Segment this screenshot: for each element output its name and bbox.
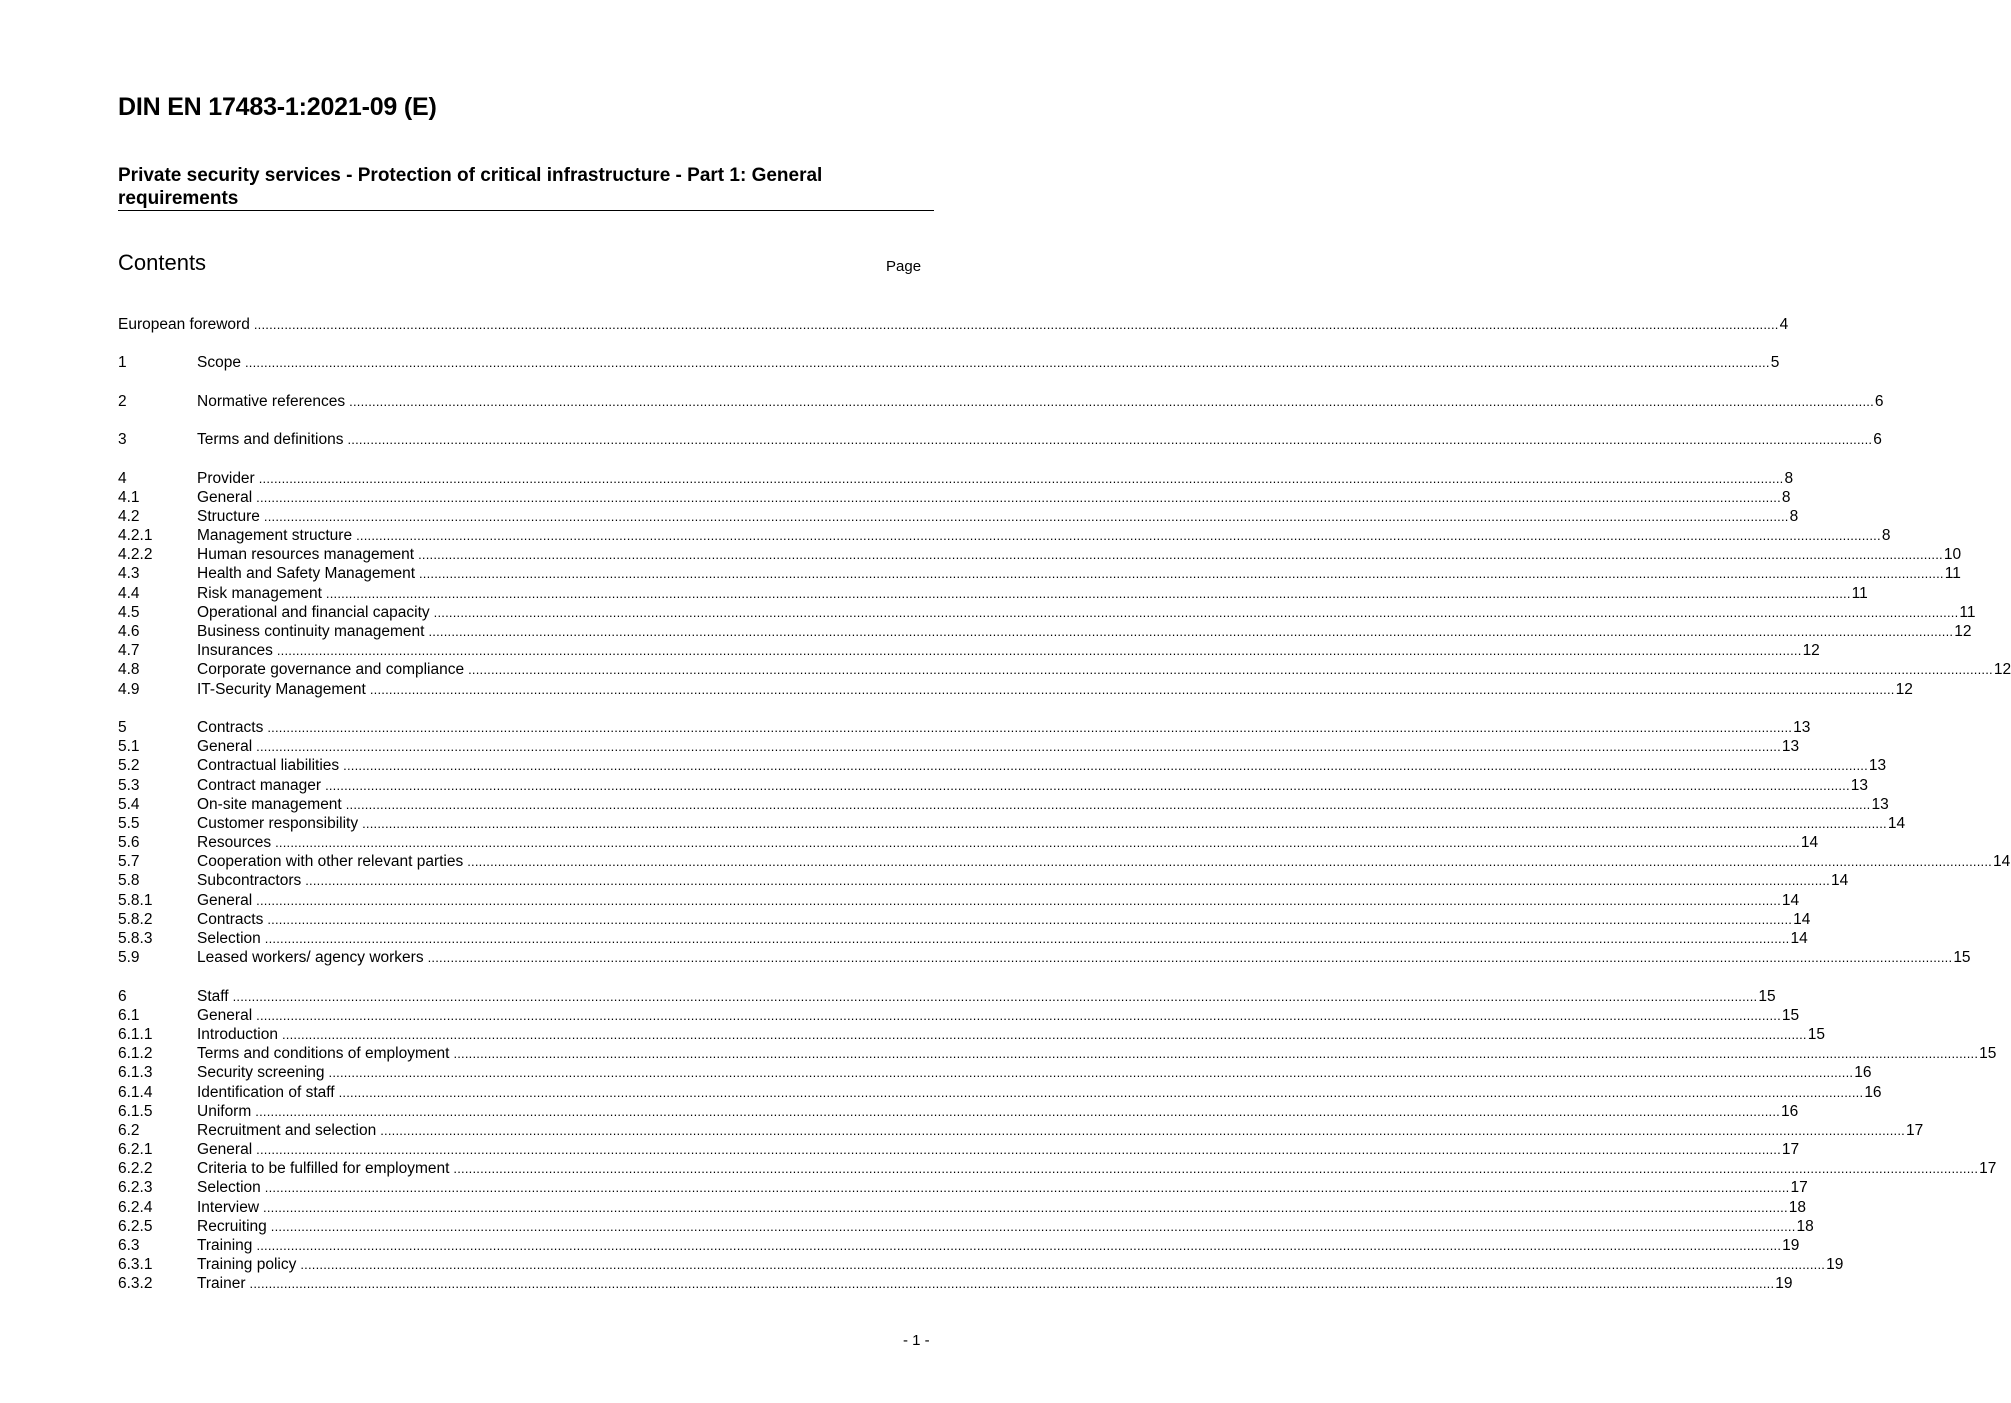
toc-entry-title: Terms and conditions of employment bbox=[197, 1045, 450, 1063]
toc-entry-number: 6.1.4 bbox=[118, 1083, 153, 1101]
toc-entry-title: General bbox=[197, 1141, 253, 1159]
toc-entry-page: 4 bbox=[1779, 316, 1789, 333]
toc-entry[interactable] bbox=[118, 1102, 1799, 1121]
toc-entry[interactable] bbox=[118, 315, 1789, 334]
toc-dot-leader: ................................................................................................................................................................................................................................................................................................................................................................................................................ bbox=[276, 643, 1802, 659]
toc-dot-leader: ................................................................................................................................................................................................................................................................................................................................................................................................................ bbox=[468, 662, 1993, 678]
toc-entry-number: 6.3 bbox=[118, 1237, 140, 1254]
toc-entry-title: Business continuity management bbox=[197, 623, 425, 640]
toc-dot-leader: ................................................................................................................................................................................................................................................................................................................................................................................................................ bbox=[325, 585, 1851, 601]
toc-entry-page: 17 bbox=[1979, 1160, 1997, 1178]
toc-entry-title: Selection bbox=[197, 1179, 261, 1197]
toc-entry-title: Staff bbox=[197, 987, 229, 1005]
toc-entry-page: 14 bbox=[1887, 814, 1906, 832]
toc-entry[interactable] bbox=[118, 1198, 1807, 1217]
toc-entry-title: Identification of staff bbox=[197, 1083, 335, 1101]
toc-entry-title: Insurances bbox=[197, 642, 273, 660]
toc-entry-title: Interview bbox=[197, 1198, 260, 1216]
toc-entry[interactable] bbox=[118, 987, 1776, 1006]
toc-dot-leader: ................................................................................................................................................................................................................................................................................................................................................................................................................ bbox=[263, 508, 1789, 524]
toc-entry-page: 16 bbox=[1854, 1064, 1872, 1082]
toc-entry-page: 14 bbox=[1800, 834, 1819, 852]
toc-dot-leader: ................................................................................................................................................................................................................................................................................................................................................................................................................ bbox=[349, 393, 1874, 409]
toc-entry-number: 2 bbox=[118, 392, 127, 410]
toc-entry-number: 1 bbox=[118, 354, 127, 372]
page-column-heading: Page bbox=[886, 258, 922, 275]
toc-entry-title: Provider bbox=[197, 469, 255, 487]
toc-entry-number: 4.7 bbox=[118, 642, 140, 660]
toc-entry-page: 12 bbox=[1802, 642, 1820, 660]
toc-entry-title: General bbox=[197, 891, 253, 909]
toc-entry-number: 5.9 bbox=[118, 949, 140, 967]
toc-dot-leader: ................................................................................................................................................................................................................................................................................................................................................................................................................ bbox=[263, 1199, 1788, 1215]
toc-entry-number: 6.1.5 bbox=[118, 1102, 153, 1120]
toc-entry-page: 14 bbox=[1781, 891, 1800, 909]
toc-entry-title: Training bbox=[197, 1237, 253, 1254]
toc-entry-title: Normative references bbox=[197, 392, 346, 410]
toc-entry-title: Training policy bbox=[197, 1256, 297, 1274]
toc-entry[interactable] bbox=[118, 564, 1961, 583]
toc-entry-page: 15 bbox=[1807, 1025, 1825, 1043]
toc-entry[interactable] bbox=[118, 795, 1889, 814]
toc-entry[interactable] bbox=[118, 660, 2011, 679]
toc-dot-leader: ................................................................................................................................................................................................................................................................................................................................................................................................................ bbox=[270, 1218, 1796, 1234]
toc-entry-page: 13 bbox=[1871, 795, 1889, 813]
toc-dot-leader: ................................................................................................................................................................................................................................................................................................................................................................................................................ bbox=[275, 835, 1800, 851]
toc-entry-title: IT-Security Management bbox=[197, 680, 366, 698]
toc-entry-number: 6.2.4 bbox=[118, 1198, 153, 1216]
toc-dot-leader: ................................................................................................................................................................................................................................................................................................................................................................................................................ bbox=[453, 1161, 1979, 1177]
toc-entry-page: 11 bbox=[1851, 584, 1868, 602]
toc-entry-title: Contracts bbox=[197, 718, 264, 736]
toc-entry[interactable] bbox=[118, 929, 1808, 948]
toc-entry-number: 6.2.3 bbox=[118, 1179, 153, 1197]
toc-entry[interactable] bbox=[118, 776, 1869, 795]
toc-dot-leader: ................................................................................................................................................................................................................................................................................................................................................................................................................ bbox=[467, 854, 1992, 870]
toc-entry-number: 4.4 bbox=[118, 584, 140, 602]
toc-entry-number: 4.9 bbox=[118, 680, 140, 698]
toc-dot-leader: ................................................................................................................................................................................................................................................................................................................................................................................................................ bbox=[256, 739, 1781, 755]
toc-entry-title: General bbox=[197, 738, 253, 756]
toc-entry-number: 5.5 bbox=[118, 814, 140, 832]
toc-entry-number: 5.6 bbox=[118, 834, 140, 852]
toc-entry-number: 6.1.3 bbox=[118, 1064, 153, 1082]
toc-entry[interactable] bbox=[118, 1159, 1997, 1178]
toc-entry[interactable] bbox=[118, 852, 2011, 871]
toc-dot-leader: ................................................................................................................................................................................................................................................................................................................................................................................................................ bbox=[264, 1180, 1790, 1196]
toc-entry-number: 6.1.1 bbox=[118, 1025, 153, 1043]
toc-dot-leader: ................................................................................................................................................................................................................................................................................................................................................................................................................ bbox=[282, 1026, 1807, 1042]
toc-dot-leader: ................................................................................................................................................................................................................................................................................................................................................................................................................ bbox=[428, 624, 1954, 639]
toc-dot-leader: ................................................................................................................................................................................................................................................................................................................................................................................................................ bbox=[244, 355, 1770, 371]
toc-entry[interactable] bbox=[118, 430, 1882, 449]
toc-entry-number: 6.2.1 bbox=[118, 1141, 153, 1159]
toc-entry-page: 19 bbox=[1826, 1256, 1844, 1274]
toc-entry-page: 6 bbox=[1873, 431, 1882, 449]
toc-entry-title: Resources bbox=[197, 834, 272, 852]
toc-entry-title: Health and Safety Management bbox=[197, 565, 415, 583]
toc-dot-leader: ................................................................................................................................................................................................................................................................................................................................................................................................................ bbox=[232, 988, 1758, 1004]
toc-entry-number: 5.2 bbox=[118, 757, 140, 775]
toc-entry-number: 4.1 bbox=[118, 488, 140, 506]
toc-entry[interactable] bbox=[118, 641, 1820, 660]
document-id: DIN EN 17483-1:2021-09 (E) bbox=[118, 93, 437, 121]
toc-entry-title: Cooperation with other relevant parties bbox=[197, 853, 464, 871]
toc-dot-leader: ................................................................................................................................................................................................................................................................................................................................................................................................................ bbox=[345, 796, 1871, 812]
toc-entry-page: 16 bbox=[1781, 1102, 1799, 1120]
toc-entry-title: Structure bbox=[197, 507, 260, 525]
toc-entry-number: 5.8.1 bbox=[118, 891, 153, 909]
toc-entry-page: 13 bbox=[1850, 776, 1869, 794]
toc-entry[interactable] bbox=[118, 1178, 1808, 1197]
table-of-contents bbox=[118, 315, 2011, 1294]
toc-entry-title: Human resources management bbox=[197, 546, 415, 564]
toc-entry[interactable] bbox=[118, 1044, 1997, 1063]
toc-entry[interactable] bbox=[118, 1255, 1844, 1274]
toc-entry-title: General bbox=[197, 488, 253, 506]
toc-dot-leader: ................................................................................................................................................................................................................................................................................................................................................................................................................ bbox=[380, 1122, 1905, 1138]
toc-entry[interactable] bbox=[118, 1083, 1882, 1102]
toc-entry-number: 6.2 bbox=[118, 1121, 140, 1139]
toc-entry-title: Scope bbox=[197, 354, 241, 372]
toc-entry[interactable] bbox=[118, 891, 1800, 910]
toc-entry-number: 3 bbox=[118, 431, 127, 449]
toc-entry-title: Contractual liabilities bbox=[197, 757, 340, 775]
toc-entry-title: Management structure bbox=[197, 527, 353, 545]
toc-entry-page: 11 bbox=[1959, 603, 1976, 621]
toc-entry[interactable] bbox=[118, 1121, 1924, 1140]
toc-entry-title: Uniform bbox=[197, 1102, 252, 1120]
toc-entry[interactable] bbox=[118, 756, 1887, 775]
toc-entry[interactable] bbox=[118, 1140, 1800, 1159]
toc-entry-title: European foreword bbox=[118, 316, 250, 333]
toc-entry-number: 5.7 bbox=[118, 853, 140, 871]
toc-entry[interactable] bbox=[118, 488, 1791, 507]
toc-entry-page: 18 bbox=[1796, 1217, 1814, 1235]
toc-entry-number: 5.8.3 bbox=[118, 930, 153, 947]
toc-entry-title: Contracts bbox=[197, 910, 264, 928]
toc-entry-title: Recruiting bbox=[197, 1217, 267, 1235]
toc-entry-page: 19 bbox=[1775, 1275, 1793, 1293]
toc-entry[interactable] bbox=[118, 871, 1849, 890]
toc-entry-number: 5.4 bbox=[118, 795, 140, 813]
toc-entry[interactable] bbox=[118, 1063, 1872, 1082]
toc-dot-leader: ................................................................................................................................................................................................................................................................................................................................................................................................................ bbox=[253, 317, 1779, 332]
toc-entry[interactable] bbox=[118, 1236, 1800, 1255]
toc-entry-title: Criteria to be fulfilled for employment bbox=[197, 1160, 450, 1178]
toc-entry-title: Terms and definitions bbox=[197, 431, 344, 449]
toc-entry-number: 5.8 bbox=[118, 872, 140, 890]
toc-dot-leader: ................................................................................................................................................................................................................................................................................................................................................................................................................ bbox=[305, 873, 1830, 889]
toc-entry[interactable] bbox=[118, 814, 1906, 833]
toc-entry-page: 17 bbox=[1790, 1179, 1808, 1197]
toc-entry-number: 6.2.2 bbox=[118, 1160, 153, 1178]
toc-entry[interactable] bbox=[118, 1274, 1793, 1293]
toc-entry-number: 5.1 bbox=[118, 738, 140, 756]
toc-entry[interactable] bbox=[118, 584, 1868, 603]
toc-dot-leader: ................................................................................................................................................................................................................................................................................................................................................................................................................ bbox=[249, 1276, 1775, 1292]
toc-dot-leader: ................................................................................................................................................................................................................................................................................................................................................................................................................ bbox=[419, 566, 1944, 582]
toc-entry[interactable] bbox=[118, 910, 1811, 929]
document-title: Private security services - Protection of critical infrastructure - Part 1: General requirements bbox=[118, 165, 823, 209]
toc-entry-number: 4.2.1 bbox=[118, 527, 153, 545]
toc-entry-page: 19 bbox=[1782, 1237, 1800, 1254]
toc-entry-title: Recruitment and selection bbox=[197, 1121, 377, 1139]
toc-entry-page: 8 bbox=[1784, 469, 1794, 487]
toc-entry-page: 17 bbox=[1781, 1141, 1800, 1159]
toc-dot-leader: ................................................................................................................................................................................................................................................................................................................................................................................................................ bbox=[267, 911, 1793, 927]
toc-entry-page: 15 bbox=[1758, 987, 1776, 1005]
title-divider bbox=[118, 210, 934, 211]
toc-entry-page: 17 bbox=[1905, 1121, 1924, 1139]
toc-entry-page: 6 bbox=[1874, 392, 1884, 410]
toc-entry[interactable] bbox=[118, 1025, 1825, 1044]
toc-dot-leader: ................................................................................................................................................................................................................................................................................................................................................................................................................ bbox=[427, 950, 1953, 966]
toc-dot-leader: ................................................................................................................................................................................................................................................................................................................................................................................................................ bbox=[328, 1065, 1854, 1081]
toc-entry-number: 4.2 bbox=[118, 507, 140, 525]
toc-entry[interactable] bbox=[118, 545, 1962, 564]
toc-entry-number: 5 bbox=[118, 718, 127, 736]
toc-dot-leader: ................................................................................................................................................................................................................................................................................................................................................................................................................ bbox=[369, 681, 1895, 697]
toc-entry-number: 6.1 bbox=[118, 1006, 140, 1024]
toc-dot-leader: ................................................................................................................................................................................................................................................................................................................................................................................................................ bbox=[362, 815, 1887, 831]
toc-entry-page: 8 bbox=[1881, 527, 1891, 545]
toc-entry-title: General bbox=[197, 1006, 253, 1024]
toc-dot-leader: ................................................................................................................................................................................................................................................................................................................................................................................................................ bbox=[453, 1046, 1979, 1062]
toc-entry-page: 12 bbox=[1993, 661, 2011, 679]
toc-dot-leader: ................................................................................................................................................................................................................................................................................................................................................................................................................ bbox=[255, 1103, 1780, 1119]
toc-entry-number: 4.8 bbox=[118, 661, 140, 679]
toc-entry-number: 6 bbox=[118, 987, 127, 1005]
toc-entry[interactable] bbox=[118, 833, 1819, 852]
toc-entry-page: 12 bbox=[1895, 680, 1913, 698]
toc-dot-leader: ................................................................................................................................................................................................................................................................................................................................................................................................................ bbox=[338, 1084, 1864, 1100]
toc-entry-number: 4 bbox=[118, 469, 127, 487]
toc-entry-page: 18 bbox=[1788, 1198, 1807, 1216]
toc-entry-page: 10 bbox=[1943, 546, 1962, 564]
toc-entry[interactable] bbox=[118, 718, 1811, 737]
toc-entry-title: Selection bbox=[197, 930, 261, 947]
toc-entry-page: 8 bbox=[1781, 488, 1791, 506]
toc-entry-page: 15 bbox=[1953, 949, 1971, 967]
toc-entry-number: 4.2.2 bbox=[118, 546, 153, 564]
toc-entry-title: Corporate governance and compliance bbox=[197, 661, 465, 679]
toc-dot-leader: ................................................................................................................................................................................................................................................................................................................................................................................................................ bbox=[300, 1257, 1826, 1273]
toc-dot-leader: ................................................................................................................................................................................................................................................................................................................................................................................................................ bbox=[256, 1238, 1782, 1253]
toc-entry-title: Risk management bbox=[197, 584, 322, 602]
toc-entry-title: Operational and financial capacity bbox=[197, 603, 430, 621]
toc-dot-leader: ................................................................................................................................................................................................................................................................................................................................................................................................................ bbox=[356, 528, 1881, 544]
toc-entry[interactable] bbox=[118, 603, 1976, 622]
toc-dot-leader: ................................................................................................................................................................................................................................................................................................................................................................................................................ bbox=[343, 758, 1868, 774]
toc-entry-page: 8 bbox=[1789, 507, 1799, 525]
toc-dot-leader: ................................................................................................................................................................................................................................................................................................................................................................................................................ bbox=[325, 777, 1850, 793]
toc-entry[interactable] bbox=[118, 1217, 1814, 1236]
toc-dot-leader: ................................................................................................................................................................................................................................................................................................................................................................................................................ bbox=[267, 719, 1793, 735]
toc-entry-title: Contract manager bbox=[197, 776, 322, 794]
toc-entry-page: 14 bbox=[1992, 853, 2011, 871]
toc-entry[interactable] bbox=[118, 526, 1891, 545]
toc-entry-page: 15 bbox=[1979, 1045, 1997, 1063]
toc-entry-number: 4.3 bbox=[118, 565, 140, 583]
toc-entry-number: 6.3.2 bbox=[118, 1275, 153, 1293]
toc-entry[interactable] bbox=[118, 469, 1794, 488]
toc-entry-number: 5.3 bbox=[118, 776, 140, 794]
toc-entry[interactable] bbox=[118, 622, 1972, 641]
toc-entry-page: 14 bbox=[1793, 910, 1811, 928]
toc-dot-leader: ................................................................................................................................................................................................................................................................................................................................................................................................................ bbox=[347, 432, 1873, 448]
toc-entry[interactable] bbox=[118, 353, 1780, 372]
toc-entry-title: Customer responsibility bbox=[197, 814, 359, 832]
toc-entry-page: 12 bbox=[1954, 623, 1972, 640]
toc-dot-leader: ................................................................................................................................................................................................................................................................................................................................................................................................................ bbox=[256, 1142, 1781, 1158]
toc-entry[interactable] bbox=[118, 680, 1913, 699]
toc-entry-page: 14 bbox=[1830, 872, 1849, 890]
toc-entry-title: Subcontractors bbox=[197, 872, 302, 890]
toc-entry-title: Introduction bbox=[197, 1025, 278, 1043]
toc-entry-number: 6.3.1 bbox=[118, 1256, 153, 1274]
toc-entry-title: Trainer bbox=[197, 1275, 246, 1293]
toc-entry[interactable] bbox=[118, 392, 1884, 411]
toc-entry-page: 11 bbox=[1944, 565, 1961, 583]
toc-entry[interactable] bbox=[118, 948, 1971, 967]
toc-entry-page: 14 bbox=[1790, 930, 1808, 947]
toc-entry-page: 13 bbox=[1868, 757, 1887, 775]
toc-dot-leader: ................................................................................................................................................................................................................................................................................................................................................................................................................ bbox=[256, 892, 1781, 908]
toc-entry-title: Leased workers/ agency workers bbox=[197, 949, 424, 967]
toc-entry-page: 15 bbox=[1781, 1006, 1800, 1024]
toc-entry-page: 13 bbox=[1781, 738, 1800, 756]
toc-entry-number: 5.8.2 bbox=[118, 910, 153, 928]
toc-entry[interactable] bbox=[118, 1006, 1800, 1025]
toc-entry-title: Security screening bbox=[197, 1064, 325, 1082]
contents-heading: Contents bbox=[118, 250, 207, 275]
toc-dot-leader: ................................................................................................................................................................................................................................................................................................................................................................................................................ bbox=[258, 470, 1784, 486]
toc-entry-number: 4.6 bbox=[118, 623, 140, 640]
toc-dot-leader: ................................................................................................................................................................................................................................................................................................................................................................................................................ bbox=[433, 604, 1959, 620]
toc-entry[interactable] bbox=[118, 737, 1800, 756]
toc-entry-number: 4.5 bbox=[118, 603, 140, 621]
toc-dot-leader: ................................................................................................................................................................................................................................................................................................................................................................................................................ bbox=[256, 1007, 1781, 1023]
toc-entry-page: 5 bbox=[1770, 354, 1780, 372]
toc-dot-leader: ................................................................................................................................................................................................................................................................................................................................................................................................................ bbox=[418, 547, 1943, 563]
toc-entry-page: 13 bbox=[1793, 718, 1811, 736]
toc-dot-leader: ................................................................................................................................................................................................................................................................................................................................................................................................................ bbox=[264, 931, 1790, 946]
toc-entry-number: 6.1.2 bbox=[118, 1045, 153, 1063]
toc-dot-leader: ................................................................................................................................................................................................................................................................................................................................................................................................................ bbox=[256, 489, 1781, 505]
toc-entry-page: 16 bbox=[1864, 1083, 1882, 1101]
toc-entry-title: On-site management bbox=[197, 795, 342, 813]
toc-entry[interactable] bbox=[118, 507, 1799, 526]
toc-entry-number: 6.2.5 bbox=[118, 1217, 153, 1235]
page-number-footer: - 1 - bbox=[903, 1332, 930, 1349]
